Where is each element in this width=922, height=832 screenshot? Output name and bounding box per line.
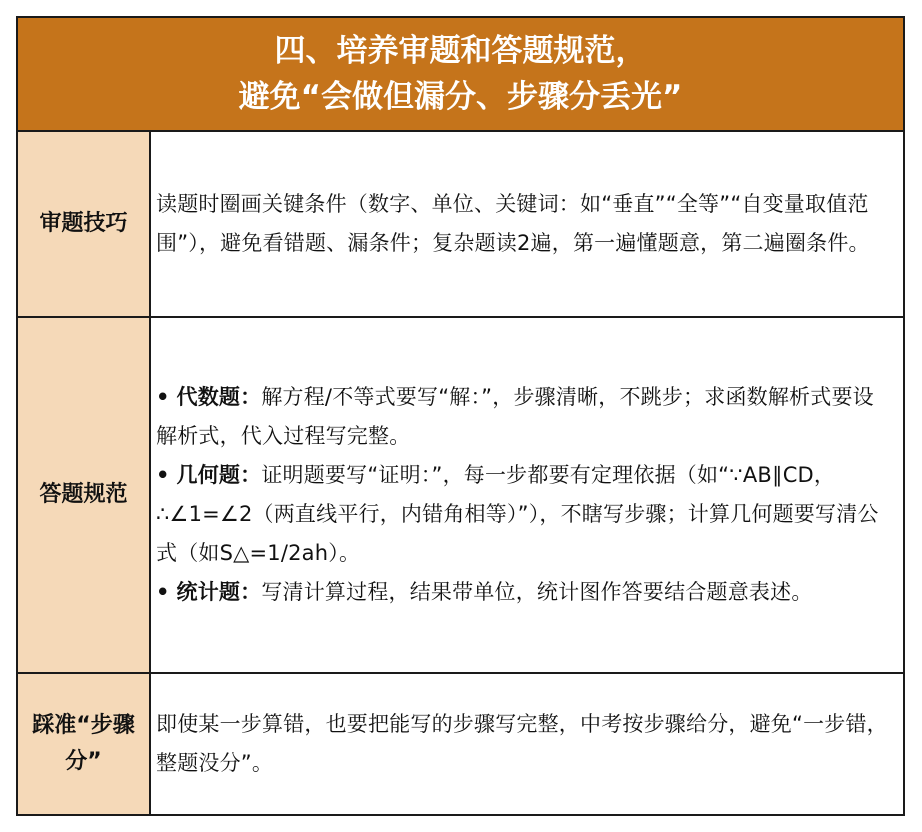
item-keyword: 统计题：	[176, 580, 262, 604]
bullet: •	[156, 580, 170, 604]
item-keyword: 几何题：	[176, 463, 262, 487]
row-label: 踩准“步骤分”	[18, 674, 151, 814]
item-keyword: 代数题：	[176, 385, 262, 409]
item-text: 写清计算过程，结果带单位，统计图作答要结合题意表述。	[261, 580, 813, 604]
row-step-points	[18, 674, 903, 814]
title-line-1: 四、培养审题和答题规范，	[274, 33, 647, 69]
list-item-algebra	[156, 378, 895, 456]
row-label: 答题规范	[18, 318, 151, 672]
bullet: •	[156, 463, 170, 487]
row-reading-skills	[18, 132, 903, 318]
row-label: 审题技巧	[18, 132, 151, 316]
row-answer-standards	[18, 318, 903, 674]
rules-table	[16, 16, 905, 816]
row-content	[156, 318, 895, 672]
bullet: •	[156, 385, 170, 409]
row-text: 读题时圈画关键条件（数字、单位、关键词：如“垂直”“全等”“自变量取值范围”），避免看错题、漏条件；复杂题读2遍，第一遍懂题意，第二遍圈条件。	[156, 192, 870, 255]
table-title	[18, 18, 903, 132]
item-text: 证明题要写“证明：”，每一步都要有定理依据（如“∵AB∥CD，∴∠1=∠2（两直线平行，内错角相等）”），不瞎写步骤；计算几何题要写清公式（如S△=1/2ah）。	[156, 463, 879, 565]
list-item-geometry	[156, 456, 895, 573]
title-line-2: 避免“会做但漏分、步骤分丢光”	[238, 79, 683, 115]
row-text: 即使某一步算错，也要把能写的步骤写完整，中考按步骤给分，避免“一步错，整题没分”。	[156, 712, 888, 775]
item-text: 解方程/不等式要写“解：”，步骤清晰，不跳步；求函数解析式要设解析式，代入过程写完整。	[156, 385, 874, 448]
list-item-statistics	[156, 573, 895, 612]
row-content	[156, 674, 895, 814]
row-content	[156, 132, 895, 316]
